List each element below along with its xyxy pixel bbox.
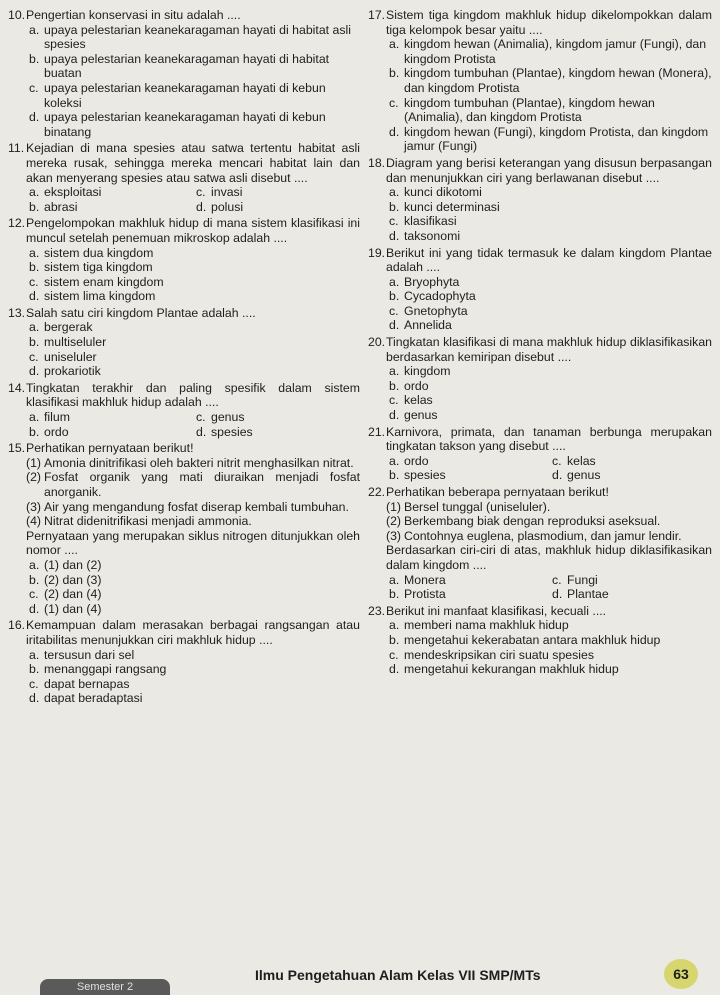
option-text: eksploitasi [44,185,102,200]
option-letter: a. [29,185,40,200]
question-15 [8,441,360,616]
option-letter: d. [196,424,207,439]
semester-tab: Semester 2 [40,979,170,995]
question-stem: Kejadian di mana spesies atau satwa tertentu habitat asli mereka rusak, sehingga mereka mencari habitat lain dan akan menyerang spesies atau satwa asli disebut .... [26,141,360,185]
question-number: 19. [368,245,386,260]
question-number: 20. [368,335,386,350]
option-letter: d. [552,587,563,602]
answer-option [386,304,712,319]
option-text: (1) dan (2) [44,557,102,572]
option-letter: c. [552,572,562,587]
option-text: sistem tiga kingdom [44,260,153,275]
left-column [8,8,360,708]
option-text: Plantae [567,587,609,602]
option-letter: d. [389,318,400,333]
question-19 [368,246,712,334]
option-letter: d. [29,364,40,379]
question-stem: Pengelompokan makhluk hidup di mana sistem klasifikasi ini muncul setelah penemuan mikroskop adalah .... [26,216,360,245]
answer-option [26,558,360,573]
option-text: prokariotik [44,364,101,379]
option-text: kelas [567,453,596,468]
option-letter: b. [29,199,40,214]
answer-option [386,289,712,304]
option-letter: a. [389,364,400,379]
answer-option [26,587,360,602]
question-stem: Perhatikan beberapa pernyataan berikut! [386,485,609,499]
question-18 [368,156,712,244]
question-stem: Berikut ini manfaat klasifikasi, kecuali .... [386,603,607,618]
option-letter: c. [29,80,39,95]
answer-option [26,350,360,365]
statement-number: (3) [386,528,402,543]
option-letter: a. [389,185,400,200]
answer-option [386,275,712,290]
answer-option [26,410,193,425]
answer-option [386,125,712,154]
question-stem-followup: Berdasarkan ciri-ciri di atas, makhluk hidup diklasifikasikan dalam kingdom .... [386,543,712,572]
statement-number: (2) [26,470,42,485]
option-text: multiseluler [44,335,107,350]
option-letter: c. [29,274,39,289]
option-text: (2) dan (3) [44,572,102,587]
option-letter: d. [196,199,207,214]
option-text: kingdom hewan (Fungi), kingdom Protista, dan kingdom jamur (Fungi) [404,124,709,154]
statement-item [386,529,712,544]
answer-option [549,587,712,602]
option-text: mengetahui kekerabatan antara makhluk hidup [404,632,661,647]
option-text: mengetahui kekurangan makhluk hidup [404,662,619,677]
option-row [386,468,712,483]
answer-option [386,573,549,588]
answer-option [386,200,712,215]
question-13 [8,306,360,379]
statement-list [26,456,360,529]
option-letter: d. [389,408,400,423]
option-letter: c. [552,453,562,468]
answer-option [26,246,360,261]
option-text: spesies [404,468,446,483]
option-text: uniseluler [44,349,97,364]
question-number: 16. [8,618,26,633]
option-row [26,425,360,440]
answer-option [386,66,712,95]
answer-option [386,214,712,229]
option-text: sistem lima kingdom [44,289,156,304]
answer-option [386,454,549,469]
statement-item [26,470,360,499]
option-letter: d. [552,468,563,483]
option-letter: d. [29,601,40,616]
option-letter: a. [29,22,40,37]
option-text: dapat bernapas [44,676,130,691]
option-letter: c. [29,587,39,602]
option-letter: b. [389,199,400,214]
option-letter: c. [196,185,206,200]
answer-option [549,468,712,483]
question-16 [8,618,360,706]
option-letter: a. [29,320,40,335]
option-text: sistem dua kingdom [44,245,154,260]
option-text: ordo [404,378,429,393]
question-stem: Karnivora, primata, dan tanaman berbunga merupakan tingkatan takson yang disebut .... [386,424,712,454]
option-letter: b. [29,335,40,350]
question-12 [8,216,360,304]
statement-item [386,514,712,529]
option-text: genus [567,468,601,483]
question-14 [8,381,360,439]
question-stem: Perhatikan pernyataan berikut! [26,441,194,456]
question-stem: Pengertian konservasi in situ adalah .... [26,8,241,22]
answer-option [386,96,712,125]
statement-item [386,500,712,515]
option-text: kelas [404,393,433,408]
option-text: Protista [404,587,446,602]
option-letter: a. [29,245,40,260]
answer-option [386,379,712,394]
answer-option [26,275,360,290]
option-letter: a. [389,618,400,633]
answer-option [386,587,549,602]
option-text: mendeskripsikan ciri suatu spesies [404,647,595,662]
option-letter: b. [389,66,400,81]
option-text: upaya pelestarian keanekaragaman hayati di habitat buatan [44,51,330,81]
option-row [26,200,360,215]
option-letter: a. [389,572,400,587]
answer-option [26,110,360,139]
option-letter: b. [389,378,400,393]
option-text: memberi nama makhluk hidup [404,618,569,633]
statement-text: Bersel tunggal (uniseluler). [404,499,551,514]
option-letter: c. [389,95,399,110]
answer-option [26,320,360,335]
answer-option [386,468,549,483]
statement-item [26,514,360,529]
option-text: kunci determinasi [404,199,500,214]
option-letter: a. [29,647,40,662]
answer-option [386,633,712,648]
question-number: 11. [8,141,25,156]
option-text: polusi [211,199,244,214]
option-text: Cycadophyta [404,289,476,304]
answer-option [386,393,712,408]
question-number: 23. [368,603,386,618]
option-text: taksonomi [404,228,461,243]
statement-number: (3) [26,499,42,514]
statement-number: (4) [26,514,42,529]
option-text: Monera [404,572,446,587]
option-letter: d. [389,662,400,677]
question-11 [8,141,360,214]
answer-option [386,37,712,66]
statement-number: (2) [386,514,402,529]
option-text: invasi [211,185,243,200]
option-text: upaya pelestarian keanekaragaman hayati di kebun binatang [44,110,326,139]
answer-option [549,454,712,469]
option-text: Fungi [567,572,598,587]
option-letter: a. [389,453,400,468]
answer-option [26,200,193,215]
answer-option [26,425,193,440]
answer-option [26,52,360,81]
question-number: 22. [368,485,386,499]
question-stem: Salah satu ciri kingdom Plantae adalah .... [26,305,256,320]
option-letter: a. [389,274,400,289]
question-stem: Sistem tiga kingdom makhluk hidup dikelompokkan dalam tiga kelompok besar yaitu .... [386,8,712,37]
answer-option [26,648,360,663]
option-letter: d. [29,110,40,125]
question-number: 14. [8,380,26,395]
page-footer [0,961,720,995]
option-text: kingdom tumbuhan (Plantae), kingdom hewan (Monera), dan kingdom Protista [404,66,712,95]
answer-option [26,573,360,588]
question-10 [8,8,360,139]
option-letter: c. [389,214,399,229]
option-letter: c. [389,303,399,318]
option-text: sistem enam kingdom [44,274,164,289]
option-letter: d. [389,228,400,243]
option-letter: a. [29,557,40,572]
option-text: kunci dikotomi [404,185,482,200]
option-letter: c. [29,676,39,691]
answer-option [26,81,360,110]
answer-option [26,185,193,200]
statement-text: Amonia dinitrifikasi oleh bakteri nitrit menghasilkan nitrat. [44,455,354,470]
answer-option [386,662,712,677]
option-text: upaya pelestarian keanekaragaman hayati di kebun koleksi [44,80,326,110]
statement-text: Nitrat didenitrifikasi menjadi ammonia. [44,514,252,529]
option-letter: a. [29,410,40,425]
answer-option [26,677,360,692]
answer-option [386,229,712,244]
page-number: 63 [664,959,698,989]
option-text: abrasi [44,199,78,214]
answer-option [193,410,360,425]
answer-option [193,200,360,215]
option-row [386,587,712,602]
answer-option [26,23,360,52]
option-text: bergerak [44,320,93,335]
option-row [386,454,712,469]
question-stem: Berikut ini yang tidak termasuk ke dalam kingdom Plantae adalah .... [386,245,712,275]
question-number: 13. [8,305,26,320]
question-23 [368,604,712,677]
option-text: dapat beradaptasi [44,691,143,706]
option-letter: b. [29,260,40,275]
option-row [386,573,712,588]
option-letter: b. [389,468,400,483]
option-row [26,185,360,200]
option-letter: b. [389,587,400,602]
answer-option [386,648,712,663]
option-text: Bryophyta [404,274,460,289]
statement-list [386,500,712,544]
option-text: ordo [404,453,429,468]
question-17 [368,8,712,154]
question-number: 17. [368,8,386,22]
question-stem-followup: Pernyataan yang merupakan siklus nitrogen ditunjukkan oleh nomor .... [26,528,360,558]
option-letter: b. [389,632,400,647]
option-letter: b. [29,662,40,677]
option-letter: a. [389,37,400,52]
option-letter: c. [29,349,39,364]
statement-number: (1) [26,455,42,470]
statement-text: Fosfat organik yang mati diuraikan menjadi fosfat anorganik. [44,470,360,499]
question-number: 10. [8,8,26,22]
answer-option [26,602,360,617]
option-letter: d. [29,691,40,706]
book-title: Ilmu Pengetahuan Alam Kelas VII SMP/MTs [255,967,541,984]
question-stem: Tingkatan klasifikasi di mana makhluk hidup diklasifikasikan berdasarkan kemiripan disebut .... [386,335,712,364]
option-text: klasifikasi [404,214,457,229]
answer-option [549,573,712,588]
option-text: genus [404,408,438,423]
question-number: 15. [8,441,26,456]
answer-option [386,408,712,423]
option-letter: b. [29,572,40,587]
option-text: kingdom [404,364,451,379]
option-letter: c. [389,393,399,408]
statement-text: Berkembang biak dengan reproduksi aseksual. [404,514,661,529]
answer-option [26,364,360,379]
option-text: genus [211,410,245,425]
statement-text: Air yang mengandung fosfat diserap kembali tumbuhan. [44,499,349,514]
option-letter: b. [29,424,40,439]
question-stem: Diagram yang berisi keterangan yang disusun berpasangan dan menunjukkan ciri yang berlawanan disebut .... [386,155,712,185]
question-number: 12. [8,216,26,231]
option-letter: d. [389,124,400,139]
statement-item [26,500,360,515]
option-text: spesies [211,424,253,439]
statement-item [26,456,360,471]
answer-option [193,425,360,440]
option-text: kingdom tumbuhan (Plantae), kingdom hewan (Animalia), dan kingdom Protista [404,95,655,125]
answer-option [386,364,712,379]
option-text: (2) dan (4) [44,587,102,602]
answer-option [26,335,360,350]
answer-option [26,662,360,677]
question-22 [368,485,712,602]
question-21 [368,425,712,483]
option-text: kingdom hewan (Animalia), kingdom jamur (Fungi), dan kingdom Protista [404,37,707,66]
question-stem: Kemampuan dalam merasakan berbagai rangsangan atau iritabilitas menunjukkan ciri makhluk hidup .... [26,618,360,647]
option-text: Gnetophyta [404,303,468,318]
answer-option [26,289,360,304]
question-number: 21. [368,424,386,439]
option-letter: b. [389,289,400,304]
statement-text: Contohnya euglena, plasmodium, dan jamur lendir. [404,528,682,543]
option-text: upaya pelestarian keanekaragaman hayati di habitat asli spesies [44,22,351,52]
option-letter: c. [389,647,399,662]
answer-option [386,618,712,633]
option-row [26,410,360,425]
option-letter: d. [29,289,40,304]
question-number: 18. [368,155,386,170]
option-text: menanggapi rangsang [44,662,167,677]
right-column [368,8,712,679]
option-text: filum [44,410,70,425]
question-stem: Tingkatan terakhir dan paling spesifik dalam sistem klasifikasi makhluk hidup adalah .... [26,380,360,410]
option-letter: c. [196,410,206,425]
question-20 [368,335,712,423]
option-letter: b. [29,51,40,66]
answer-option [386,318,712,333]
answer-option [193,185,360,200]
answer-option [386,185,712,200]
answer-option [26,691,360,706]
statement-number: (1) [386,499,402,514]
option-text: (1) dan (4) [44,601,102,616]
option-text: ordo [44,424,69,439]
option-text: Annelida [404,318,452,333]
option-text: tersusun dari sel [44,647,135,662]
answer-option [26,260,360,275]
